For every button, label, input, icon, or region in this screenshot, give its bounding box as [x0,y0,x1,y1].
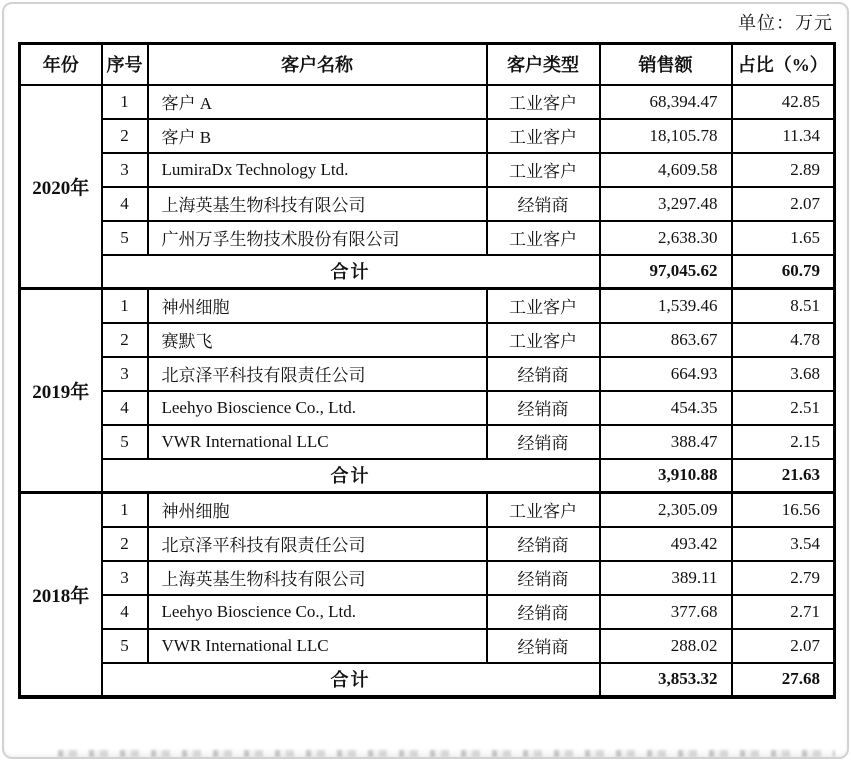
customer-type: 经销商 [487,357,600,391]
customer-row [20,85,835,119]
customer-type: 工业客户 [487,153,600,187]
customer-name: LumiraDx Technology Ltd. [148,153,487,187]
column-header: 销售额 [600,44,732,85]
customer-row [20,527,835,561]
column-header: 年份 [20,44,102,85]
sales-value: 4,609.58 [600,153,732,187]
customer-type: 经销商 [487,527,600,561]
header-row [20,44,835,85]
percent-value: 3.68 [732,357,835,391]
total-row [20,459,835,493]
sales-value: 288.02 [600,629,732,663]
percent-value: 2.71 [732,595,835,629]
customer-type: 经销商 [487,425,600,459]
customer-row [20,119,835,153]
customer-type: 工业客户 [487,221,600,255]
sales-value: 388.47 [600,425,732,459]
customer-name: 北京泽平科技有限责任公司 [148,357,487,391]
customer-row [20,561,835,595]
row-number: 2 [102,323,148,357]
percent-value: 3.54 [732,527,835,561]
customer-type: 工业客户 [487,85,600,119]
customer-type: 经销商 [487,561,600,595]
sales-value: 1,539.46 [600,289,732,323]
customer-name: 北京泽平科技有限责任公司 [148,527,487,561]
customer-row [20,425,835,459]
percent-value: 16.56 [732,493,835,527]
sales-value: 664.93 [600,357,732,391]
row-number: 5 [102,221,148,255]
table-body [20,85,835,697]
unit-label: 单位：万元 [738,13,833,33]
customer-type: 工业客户 [487,493,600,527]
customer-row [20,595,835,629]
customer-name: 赛默飞 [148,323,487,357]
percent-value: 2.15 [732,425,835,459]
sales-value: 18,105.78 [600,119,732,153]
percent-value: 1.65 [732,221,835,255]
customer-row [20,187,835,221]
total-percent-value: 27.68 [732,663,835,697]
year-label: 2019年 [20,289,102,493]
cutoff-text-artifact [58,750,835,757]
percent-value: 2.07 [732,187,835,221]
customer-row [20,221,835,255]
customer-name: 广州万孚生物技术股份有限公司 [148,221,487,255]
sales-value: 493.42 [600,527,732,561]
customer-name: Leehyo Bioscience Co., Ltd. [148,391,487,425]
customer-row [20,493,835,527]
total-label: 合计 [102,663,600,697]
top-customers-table [18,42,836,699]
customer-name: VWR International LLC [148,425,487,459]
total-label: 合计 [102,459,600,493]
total-label: 合计 [102,255,600,289]
customer-row [20,289,835,323]
row-number: 2 [102,119,148,153]
year-label: 2020年 [20,85,102,289]
row-number: 2 [102,527,148,561]
year-label: 2018年 [20,493,102,697]
total-row [20,663,835,697]
sales-value: 863.67 [600,323,732,357]
customer-row [20,323,835,357]
column-header: 客户类型 [487,44,600,85]
customer-name: 上海英基生物科技有限公司 [148,561,487,595]
row-number: 1 [102,493,148,527]
percent-value: 8.51 [732,289,835,323]
total-percent-value: 21.63 [732,459,835,493]
row-number: 1 [102,289,148,323]
percent-value: 4.78 [732,323,835,357]
sales-value: 389.11 [600,561,732,595]
total-sales-value: 3,910.88 [600,459,732,493]
percent-value: 11.34 [732,119,835,153]
total-percent-value: 60.79 [732,255,835,289]
sales-value: 2,638.30 [600,221,732,255]
percent-value: 2.89 [732,153,835,187]
customer-name: 神州细胞 [148,493,487,527]
column-header: 客户名称 [148,44,487,85]
customer-type: 工业客户 [487,119,600,153]
row-number: 4 [102,187,148,221]
customer-name: 上海英基生物科技有限公司 [148,187,487,221]
row-number: 1 [102,85,148,119]
row-number: 4 [102,391,148,425]
sales-value: 3,297.48 [600,187,732,221]
total-sales-value: 3,853.32 [600,663,732,697]
total-row [20,255,835,289]
row-number: 3 [102,357,148,391]
customer-type: 工业客户 [487,289,600,323]
customer-type: 经销商 [487,595,600,629]
percent-value: 2.79 [732,561,835,595]
sales-value: 454.35 [600,391,732,425]
customer-name: Leehyo Bioscience Co., Ltd. [148,595,487,629]
customer-name: 客户 A [148,85,487,119]
column-header: 序号 [102,44,148,85]
customer-type: 经销商 [487,187,600,221]
percent-value: 42.85 [732,85,835,119]
total-sales-value: 97,045.62 [600,255,732,289]
customer-row [20,153,835,187]
customer-name: VWR International LLC [148,629,487,663]
customer-row [20,391,835,425]
sales-value: 377.68 [600,595,732,629]
customer-type: 经销商 [487,629,600,663]
row-number: 3 [102,153,148,187]
customer-type: 经销商 [487,391,600,425]
sales-value: 68,394.47 [600,85,732,119]
row-number: 5 [102,425,148,459]
row-number: 4 [102,595,148,629]
percent-value: 2.51 [732,391,835,425]
sales-value: 2,305.09 [600,493,732,527]
customer-name: 神州细胞 [148,289,487,323]
customer-name: 客户 B [148,119,487,153]
percent-value: 2.07 [732,629,835,663]
customer-row [20,629,835,663]
customer-row [20,357,835,391]
column-header: 占比（%） [732,44,835,85]
row-number: 5 [102,629,148,663]
row-number: 3 [102,561,148,595]
customer-type: 工业客户 [487,323,600,357]
